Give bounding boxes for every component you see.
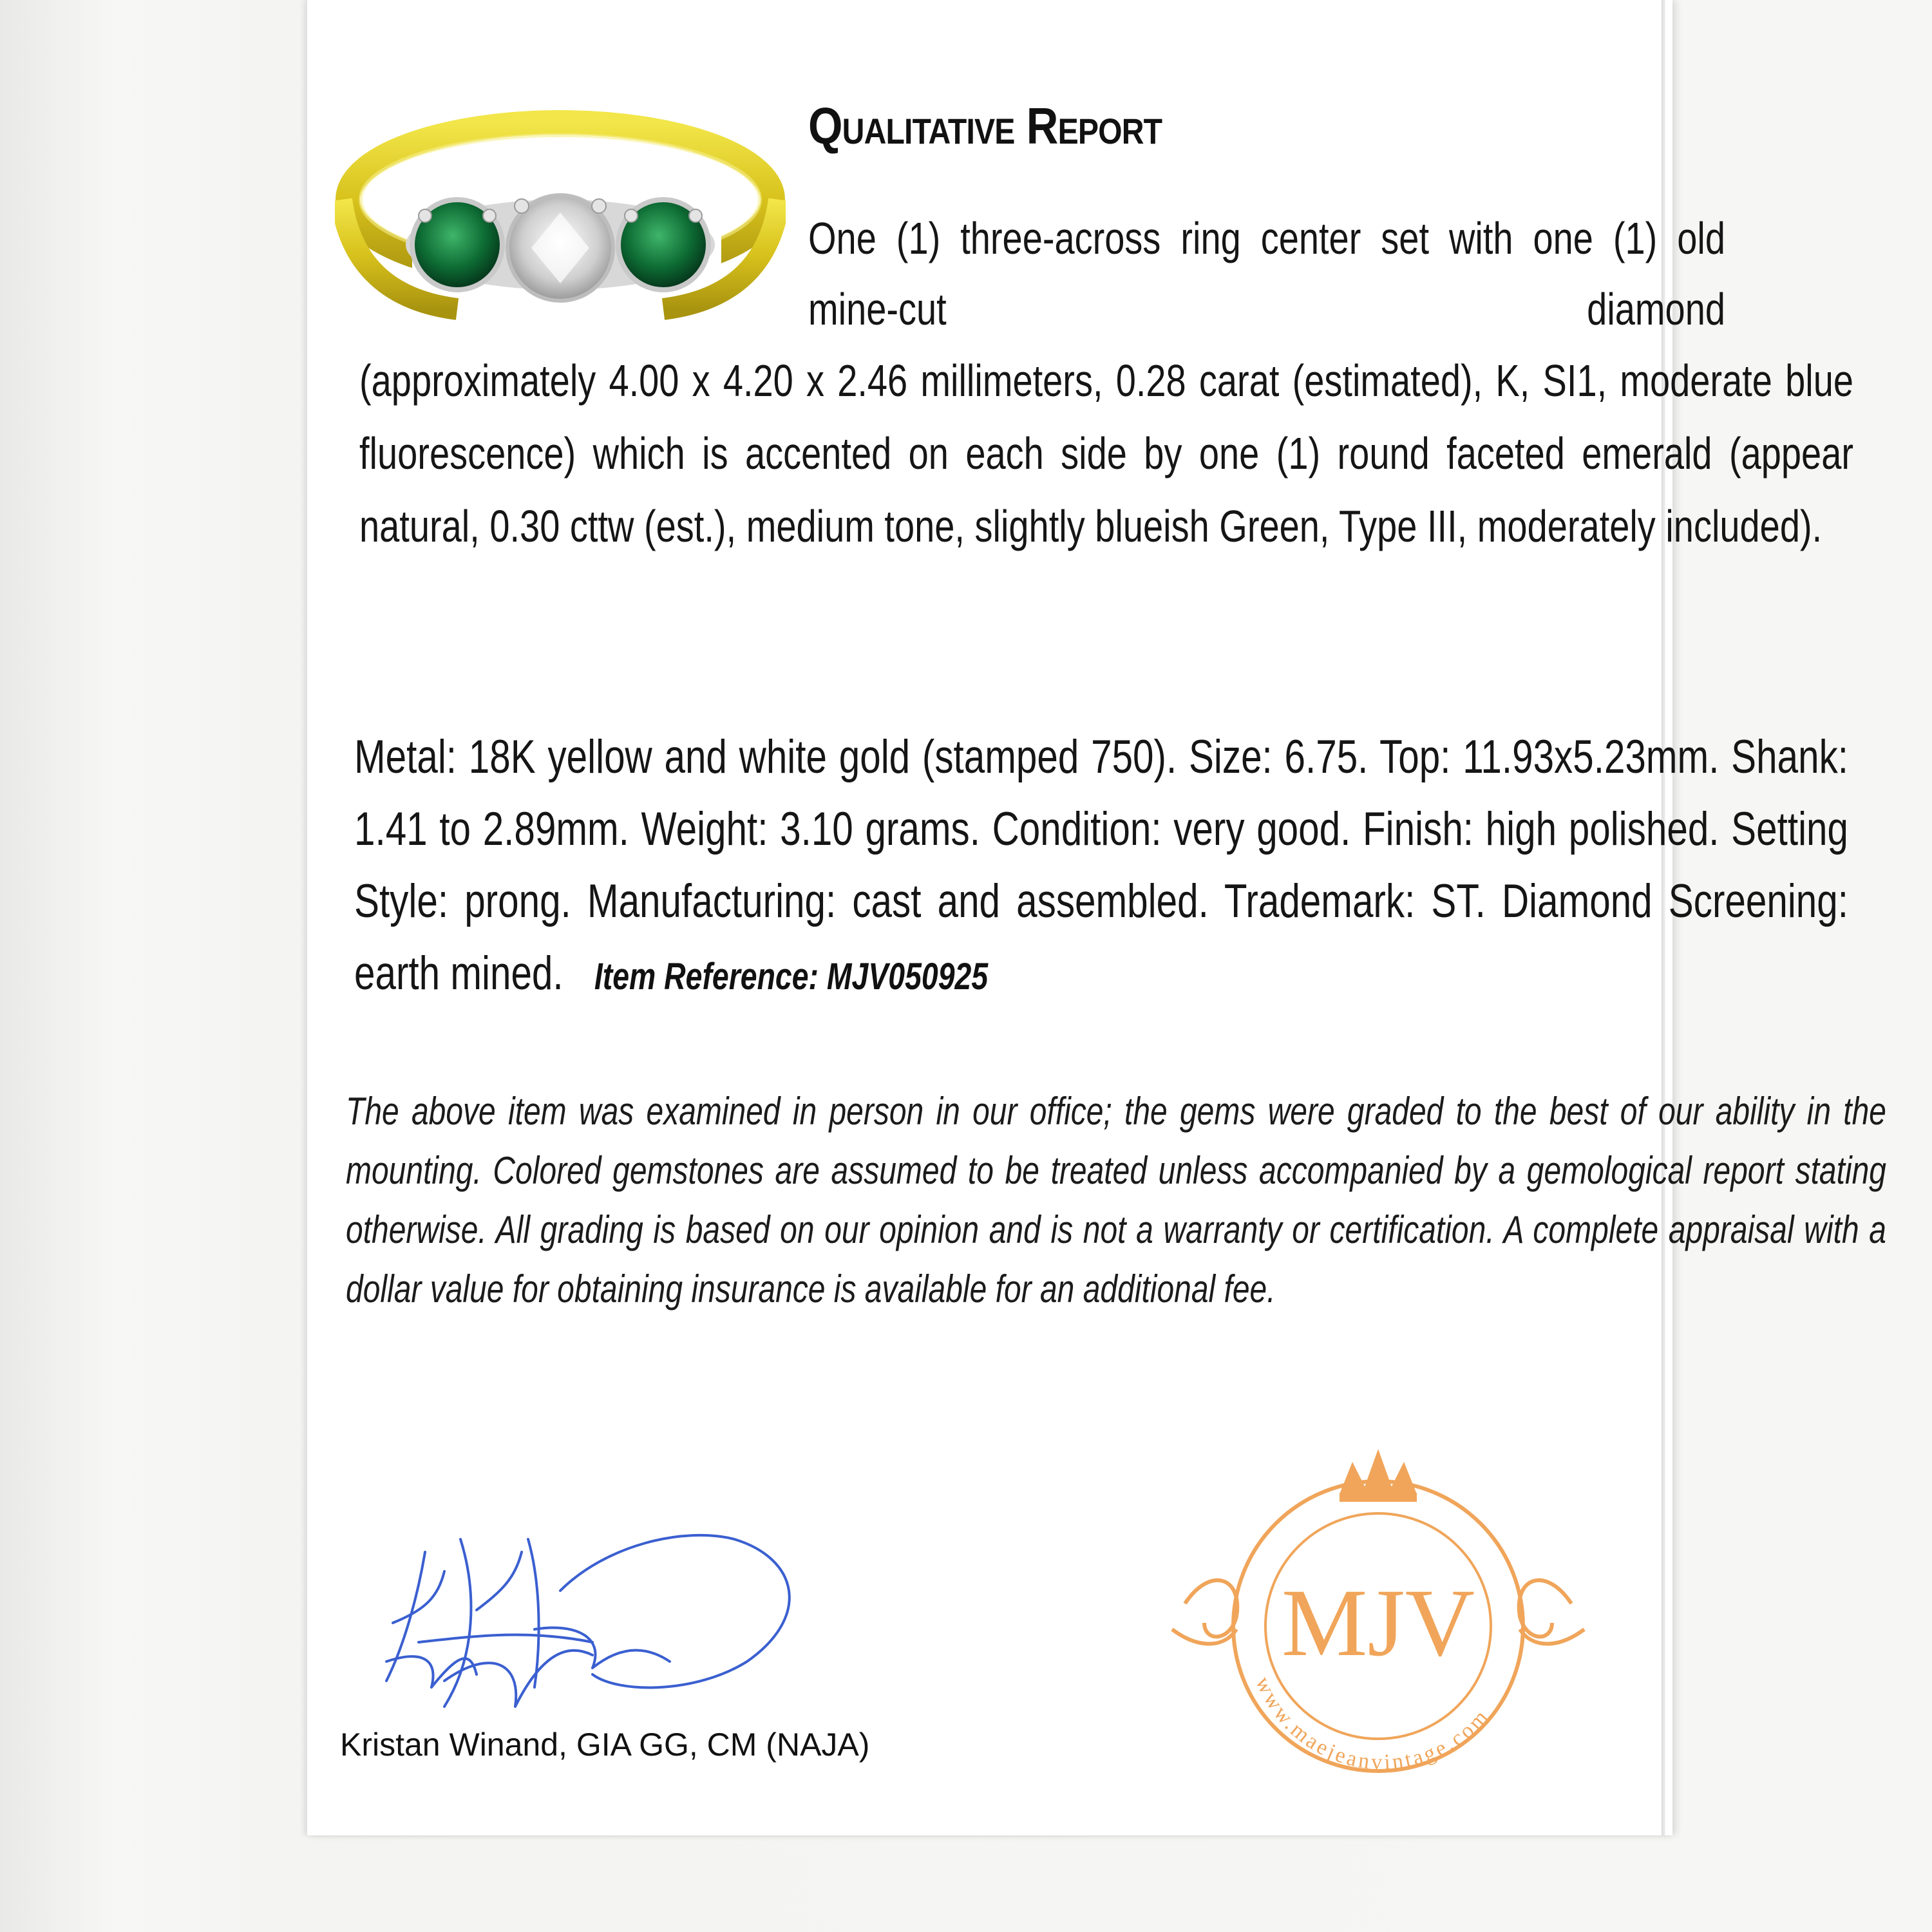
description-intro: [808, 203, 1739, 345]
report-title: Qualitative Report: [808, 97, 1162, 155]
mjv-logo: [1146, 1436, 1610, 1797]
signer-name: Kristan Winand, GIA GG, CM (NAJA): [340, 1727, 870, 1763]
logo-website: www.maejeanvintage.com: [1251, 1673, 1495, 1775]
specifications: [354, 721, 1855, 1013]
specifications-text: Metal: 18K yellow and white gold (stamped 750). Size: 6.75. Top: 11.93x5.23mm. Shank: 1.41 to 2.89mm. Weight: 3.10 grams. Condition: very good. Finish: high polished. Setting Style: prong. Manufacturing: cast and assembled. Trademark: ST. Diamond Screening: earth mined.: [354, 731, 1848, 999]
description-body-text: (approximately 4.00 x 4.20 x 2.46 millimeters, 0.28 carat (estimated), K, SI1, moderate blue fluorescence) which is accented on each side by one (1) round faceted emerald (appear natural, 0.30 cttw (est.), medium tone, slightly blueish Green, Type III, moderately included).: [359, 355, 1853, 551]
disclaimer-text: The above item was examined in person in our office; the gems were graded to the best of our ability in the mounting. Colored gemstones are assumed to be treated unless accompanied by a gemological report stating otherwise. All grading is based on our opinion and is not a warranty or certification. A complete appraisal with a dollar value for obtaining insurance is available for an additional fee.: [346, 1090, 1886, 1311]
description-body: [359, 345, 1857, 563]
signature: [348, 1513, 850, 1726]
disclaimer: [346, 1082, 1891, 1319]
item-reference: Item Reference: MJV050925: [594, 956, 989, 998]
logo-monogram: MJV: [1281, 1569, 1475, 1676]
svg-text:www.maejeanvintage.com: [1251, 1673, 1494, 1774]
description-intro-text: One (1) three-across ring center set with one (1) old mine-cut diamond: [808, 213, 1725, 334]
ring-photo: [335, 103, 786, 322]
